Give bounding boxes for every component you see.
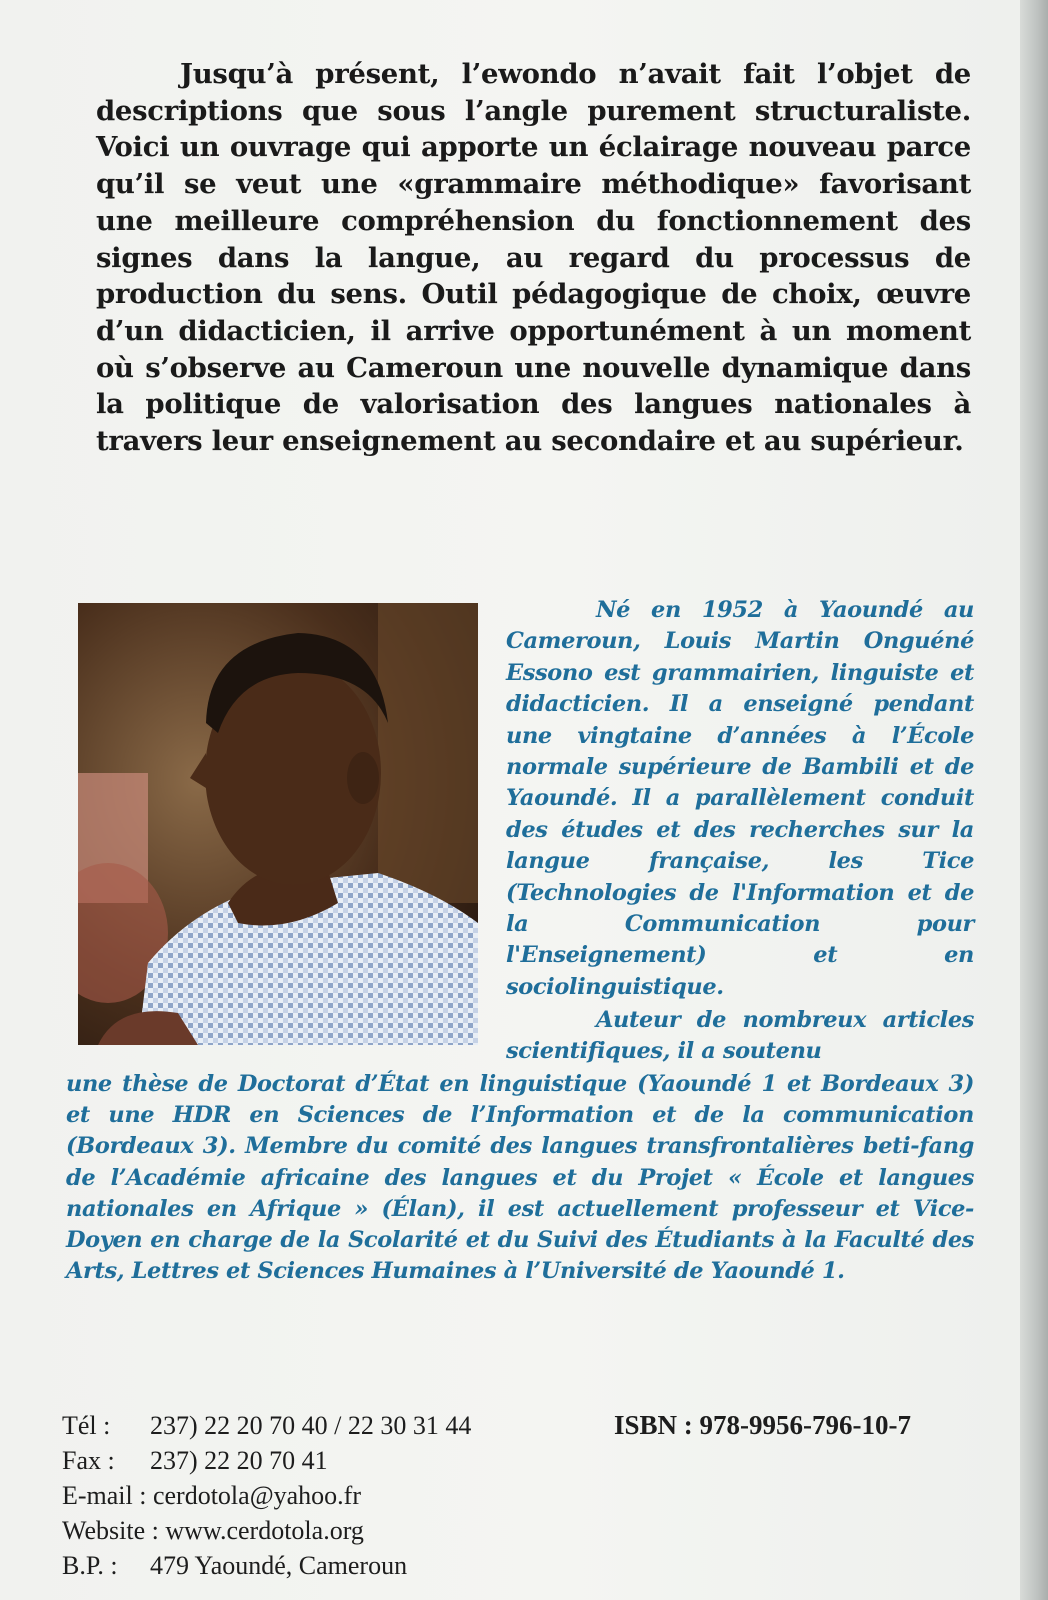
website-row (62, 1513, 471, 1548)
phone-label: Tél : (62, 1411, 111, 1440)
fax-label: Fax : (62, 1446, 115, 1475)
website-text: Website : www.cerdotola.org (62, 1516, 364, 1545)
po-box-row (62, 1548, 471, 1583)
author-bio-paragraph: Né en 1952 à Yaoundé au Cameroun, Louis Martin Onguéné Essono est grammairien, linguiste et didacticien. Il a enseigné pendant une vingtaine d’années à l’École normale supérieure de Bambili et de Yaoundé. Il a parallèlement conduit des études et des recherches sur la langue française, les Tice (Technologies de l'Information et de la Communication pour l'Enseignement) et en sociolinguistique. (506, 597, 974, 1000)
phone-value: 237) 22 20 70 40 / 22 30 31 44 (150, 1411, 472, 1440)
author-portrait-image (78, 603, 478, 1045)
email-row (62, 1478, 471, 1513)
po-box-value: 479 Yaoundé, Cameroun (150, 1551, 408, 1580)
author-bio-full-width: une thèse de Doctorat d’État en linguistique (Yaoundé 1 et Bordeaux 3) et une HDR en Sciences de l’Information et de la communication (Bordeaux 3). Membre du comité des langues transfrontalières beti-fang de l’Académie africaine des langues et du Projet « École et langues nationales en Afrique » (Élan), il est actuellement professeur et Vice-Doyen en charge de la Scolarité et du Suivi des Étudiants à la Faculté des Arts, Lettres et Sciences Humaines à l’Université de Yaoundé 1. (66, 1071, 974, 1285)
book-summary: Jusqu’à présent, l’ewondo n’avait fait l’objet de descriptions que sous l’angle purement structuraliste. Voici un ouvrage qui apporte un éclairage nouveau parce qu’il se veut une «grammaire méthodique» favorisant une meilleure compréhension du fonctionnement des signes dans la langue, au regard du processus de production du sens. Outil pédagogique de choix, œuvre d’un didacticien, il arrive opportunément à un moment où s’observe au Cameroun une nouvelle dynamique dans la politique de valorisation des langues nationales à travers leur enseignement au secondaire et au supérieur. (96, 58, 971, 458)
phone-row (62, 1408, 471, 1443)
po-box-label: B.P. : (62, 1551, 118, 1580)
fax-row (62, 1443, 471, 1478)
author-bio-column (506, 595, 974, 1003)
fax-value: 237) 22 20 70 41 (150, 1446, 328, 1475)
author-bio-continuation: Auteur de nombreux articles scientifiques, il a soutenu (506, 1007, 974, 1065)
author-photo (78, 603, 478, 1045)
publisher-contact (62, 1408, 471, 1583)
book-spine-edge (1020, 0, 1048, 1600)
email-text: E-mail : cerdotola@yahoo.fr (62, 1481, 361, 1510)
isbn-number: ISBN : 978-9956-796-10-7 (614, 1410, 911, 1440)
